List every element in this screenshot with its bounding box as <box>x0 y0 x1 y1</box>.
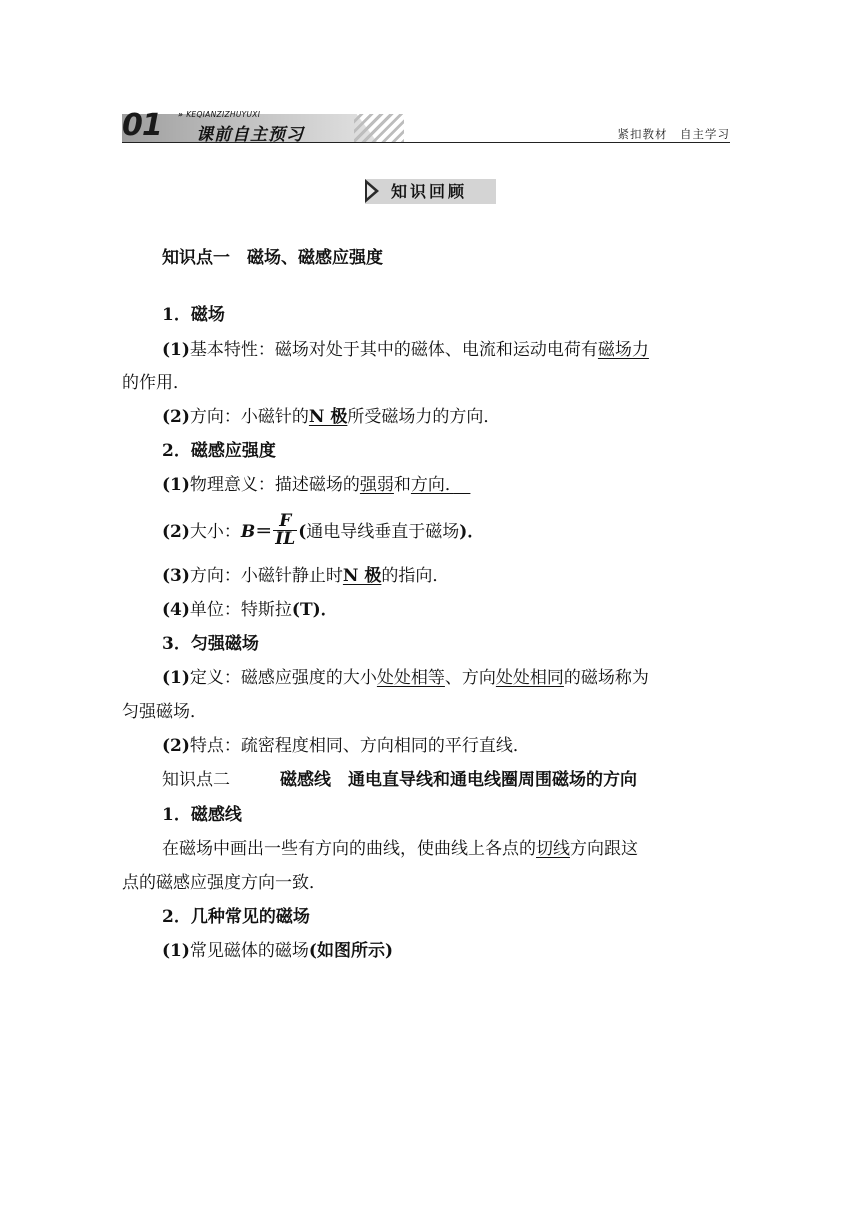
header-right-text: 紧扣教材 自主学习 <box>617 127 730 141</box>
section-3-title: 3．匀强磁场 <box>162 634 259 654</box>
section-2-title: 2．磁感应强度 <box>162 441 276 461</box>
s2-paragraph-4: (4)单位：特斯拉(T)． <box>162 600 338 620</box>
s2-paragraph-1: (1)物理意义：描述磁场的强弱和方向． <box>162 475 454 495</box>
blank-answer: 处处相同 <box>495 668 564 688</box>
m1-paragraph-tail: 点的磁感应强度方向一致． <box>122 873 326 893</box>
blank-answer: N 极 <box>308 407 348 427</box>
s1-paragraph-1: (1)基本特性：磁场对处于其中的磁体、电流和运动电荷有磁场力 <box>162 340 649 360</box>
double-chevron-icon: » <box>178 110 184 119</box>
s3-paragraph-1-tail: 匀强磁场． <box>122 702 207 722</box>
s1-paragraph-2: (2)方向：小磁针的N 极所受磁场力的方向． <box>162 407 501 427</box>
s2-paragraph-3: (3)方向：小磁针静止时N 极的指向． <box>162 566 450 586</box>
section-1-title: 1．磁场 <box>162 305 225 325</box>
blank-answer: N 极 <box>342 566 382 586</box>
s3-paragraph-2: (2)特点：疏密程度相同、方向相同的平行直线． <box>162 736 530 756</box>
m2-title: 2．几种常见的磁场 <box>162 907 310 927</box>
header-rule <box>122 142 730 143</box>
header-stripes <box>354 114 404 142</box>
section-title: 课前自主预习 <box>196 125 304 145</box>
blank-answer: 切线 <box>536 839 570 859</box>
formula-fraction <box>273 513 297 548</box>
blank-answer: 磁场力 <box>597 340 649 360</box>
s2-paragraph-2: (2)大小：B＝ $\frac{F}{IL}$ (通电导线垂直于磁场)． <box>162 511 485 549</box>
formula-numerator: F <box>279 511 292 531</box>
knowledge-point-2-title: 知识点二 磁感线 通电直导线和通电线圈周围磁场的方向 <box>162 770 637 790</box>
section-kicker-text: KEQIANZIZHUYUXI <box>186 110 261 119</box>
formula-lhs: B <box>240 522 256 542</box>
blank-answer: 方向． <box>410 475 454 495</box>
section-number: 01 <box>122 108 162 143</box>
tag-label: 知识回顾 <box>391 182 468 201</box>
m2-paragraph-1: (1)常见磁体的磁场(如图所示) <box>162 941 394 961</box>
blank-answer: 处处相等 <box>376 668 445 688</box>
knowledge-review-tag <box>365 179 496 204</box>
formula-denominator: IL <box>275 529 296 549</box>
s3-paragraph-1: (1)定义：磁感应强度的大小处处相等、方向处处相同的磁场称为 <box>162 668 649 688</box>
m1-title: 1．磁感线 <box>162 805 242 825</box>
knowledge-point-1-title: 知识点一 磁场、磁感应强度 <box>162 248 383 268</box>
s1-paragraph-1-tail: 的作用． <box>122 373 190 393</box>
section-kicker <box>178 110 260 119</box>
blank-answer: 强弱 <box>359 475 394 495</box>
m1-paragraph: 在磁场中画出一些有方向的曲线，使曲线上各点的切线方向跟这 <box>162 839 638 859</box>
section-header <box>122 108 730 144</box>
